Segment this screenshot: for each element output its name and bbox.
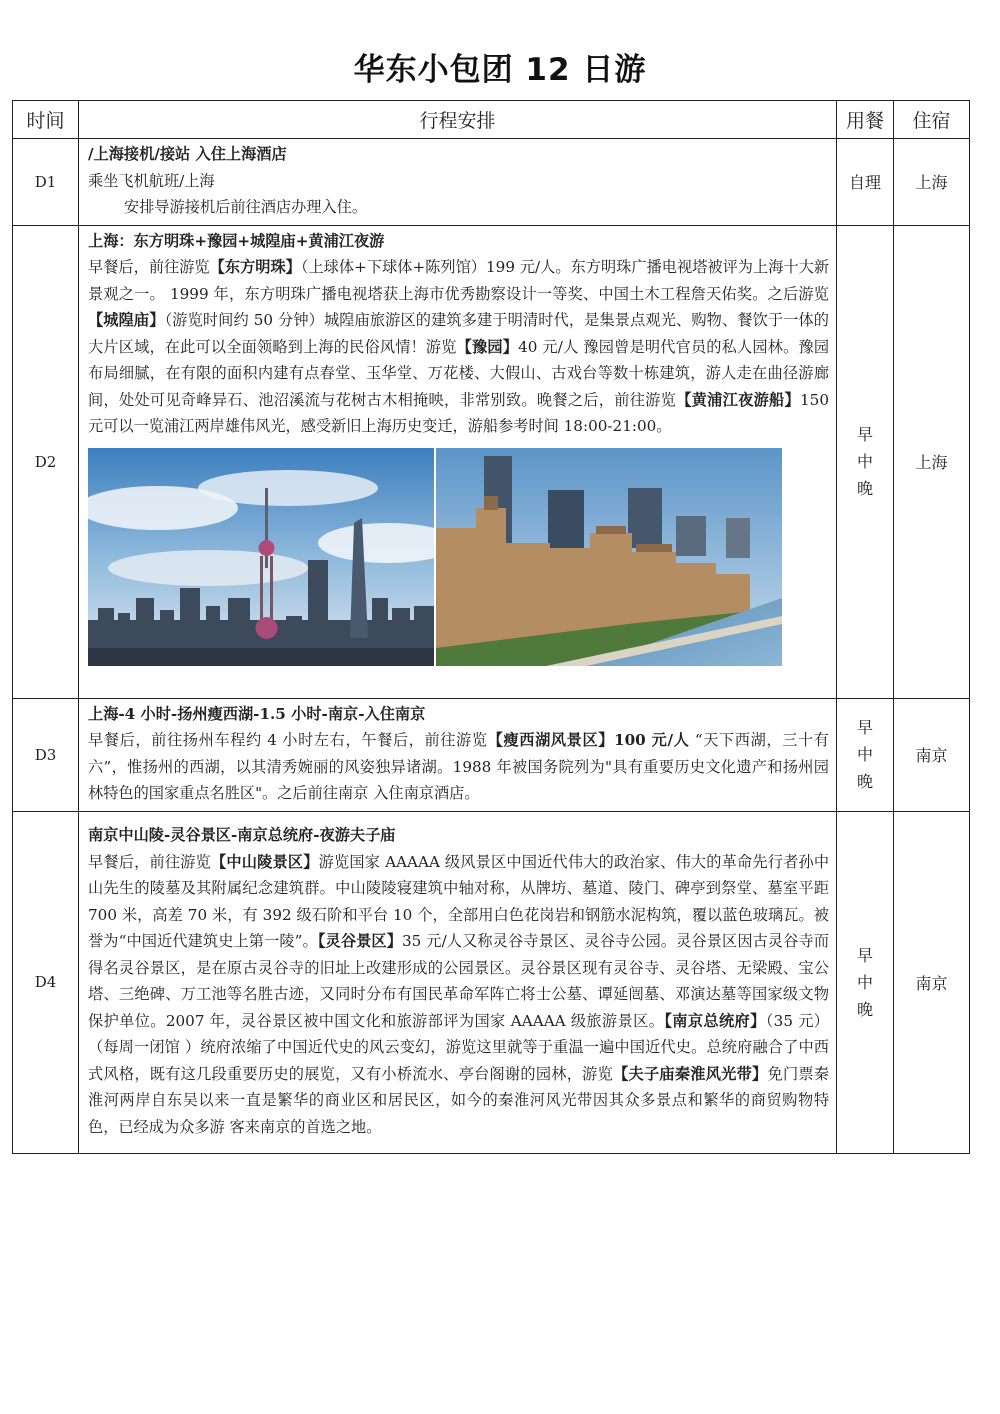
meals-cell: [837, 225, 894, 698]
page-title: 华东小包团 12 日游: [353, 52, 647, 88]
meal-dinner: 晚: [856, 479, 873, 498]
day-label: D2: [13, 225, 79, 698]
stay-cell: 南京: [894, 811, 970, 1153]
attraction-name: 【灵谷景区】: [317, 932, 403, 950]
table-row: [13, 225, 970, 698]
itinerary-cell: [79, 139, 837, 226]
meals-cell: 自理: [837, 139, 894, 226]
itinerary-text: 安排导游接机后前往酒店办理入住。: [124, 198, 367, 216]
itinerary-text: （35 元）（每周一闭馆 ）统府浓缩了中国近代史的风云变幻，游览这里就等于重温一遍中国近代史。总统府融合了中西式风格，既有这几段重要历史的展览，又有小桥流水、亭台阁谢的园林，游览: [88, 1011, 829, 1083]
stay-cell: 上海: [894, 225, 970, 698]
day-heading: /上海接机/接站 入住上海酒店: [88, 145, 287, 163]
attraction-name: 【豫园】: [456, 337, 519, 356]
itinerary-text: 乘坐飞机航班/上海: [88, 171, 215, 190]
day-heading: 南京中山陵-灵谷景区-南京总统府-夜游夫子庙: [88, 826, 396, 844]
pudong-skyline-photo: [88, 448, 434, 666]
attraction-name: 【中山陵景区】: [210, 852, 319, 871]
itinerary-table: [12, 100, 970, 1154]
day-heading: 上海-4 小时-扬州瘦西湖-1.5 小时-南京-入住南京: [88, 704, 426, 723]
attraction-name: 【城隍庙】: [88, 311, 165, 329]
table-row: [13, 811, 970, 1153]
attraction-name: 【南京总统府】: [664, 1011, 766, 1030]
day-label: D4: [13, 811, 79, 1153]
attraction-name: 【夫子庙秦淮风光带】: [613, 1064, 768, 1083]
meal-lunch: 中: [856, 745, 873, 764]
itinerary-text: “天下西湖，三十有六”，惟扬州的西湖，以其清秀婉丽的风姿独异诸湖。1988 年被国务院列为"具有重要历史文化遗产和扬州园林特色的国家重点名胜区"。之后前往南京 入住南京酒店。: [88, 731, 829, 802]
itinerary-cell: [79, 225, 837, 698]
stay-cell: 南京: [894, 698, 970, 811]
meal-breakfast: 早: [856, 425, 873, 444]
header-time: 时间: [13, 101, 79, 139]
meal-dinner: 晚: [856, 999, 873, 1019]
meal-lunch: 中: [856, 972, 873, 992]
itinerary-text: （上球体+下球体+陈列馆）199 元/人。东方明珠广播电视塔被评为上海十大新景观之一。 1999 年，东方明珠广播电视塔获上海市优秀勘察设计一等奖、中国土木工程詹天佑奖。之后游览: [88, 258, 830, 303]
itinerary-cell: [79, 811, 837, 1153]
meals-cell: [837, 811, 894, 1153]
meal-dinner: 晚: [856, 772, 873, 791]
attraction-name: 【黄浦江夜游船】: [676, 390, 801, 409]
stay-cell: 上海: [894, 139, 970, 226]
table-row: [13, 139, 970, 226]
itinerary-cell: [79, 698, 837, 811]
itinerary-text: 早餐后，前往扬州车程约 4 小时左右，午餐后，前往游览: [88, 731, 488, 749]
itinerary-text: 游览国家 AAAAA 级风景区中国近代伟大的政治家、伟大的革命先行者孙中山先生的陵墓及其附属纪念建筑群。中山陵陵寝建筑中轴对称，从牌坊、墓道、陵门、碑亭到祭堂、墓室平距 700 米，高差 70 米，有 392 级石阶和平台 10 个，全部用白色花岗岩和钢筋水泥构筑，覆以蓝色玻璃瓦。被誉为“中国近代建筑史上第一陵”。: [88, 852, 830, 950]
itinerary-text: 35 元/人又称灵谷寺景区、灵谷寺公园。灵谷景区因古灵谷寺而得名灵谷景区，是在原古灵谷寺的旧址上改建形成的公园景区。灵谷景区现有灵谷寺、灵谷塔、无梁殿、宝公塔、三绝碑、万工池等名胜古迹，又同时分布有国民革命军阵亡将士公墓、谭延闿墓、邓演达墓等国家级文物保护单位。2007 年，灵谷景区被中国文化和旅游部评为国家 AAAAA 级旅游景区。: [88, 932, 830, 1030]
itinerary-text: 免门票秦淮河两岸自东吴以来一直是繁华的商业区和居民区，如今的秦淮河风光带因其众多景点和繁华的商贸购物特色，已经成为众多游 客来南京的首选之地。: [88, 1064, 830, 1136]
header-stay: 住宿: [894, 101, 970, 139]
day-label: D1: [13, 139, 79, 226]
meal-breakfast: 早: [856, 945, 873, 965]
itinerary-text: 早餐后，前往游览: [88, 852, 211, 871]
meal-lunch: 中: [856, 452, 873, 471]
day-label: D3: [13, 698, 79, 811]
table-row: [13, 698, 970, 811]
day-heading: 上海：东方明珠+豫园+城隍庙+黄浦江夜游: [88, 231, 385, 250]
meal-breakfast: 早: [856, 718, 873, 737]
bund-buildings-photo: [434, 448, 782, 666]
attraction-name: 【瘦西湖风景区】100 元/人: [487, 731, 690, 749]
itinerary-text: 150 元可以一览浦江两岸雄伟风光，感受新旧上海历史变迁，游船参考时间 18:00-21:00。: [88, 390, 830, 435]
itinerary-text: 40 元/人 豫园曾是明代官员的私人园林。豫园布局细腻，在有限的面积内建有点春堂、玉华堂、万花楼、大假山、古戏台等数十栋建筑，游人走在曲径游廊间，处处可见奇峰异石、池沼溪流与花树古木相掩映，非常别致。晚餐之后，前往游览: [88, 337, 830, 409]
itinerary-text: 早餐后，前往游览: [88, 258, 210, 276]
header-meals: 用餐: [837, 101, 894, 139]
meals-cell: [837, 698, 894, 811]
header-itinerary: 行程安排: [79, 101, 837, 139]
photo-strip: [88, 448, 829, 666]
attraction-name: 【东方明珠】: [209, 258, 301, 276]
table-header-row: [13, 101, 970, 139]
itinerary-text: （游览时间约 50 分钟）城隍庙旅游区的建筑多建于明清时代，是集景点观光、购物、餐饮于一体的大片区域，在此可以全面领略到上海的民俗风情！游览: [88, 311, 829, 356]
